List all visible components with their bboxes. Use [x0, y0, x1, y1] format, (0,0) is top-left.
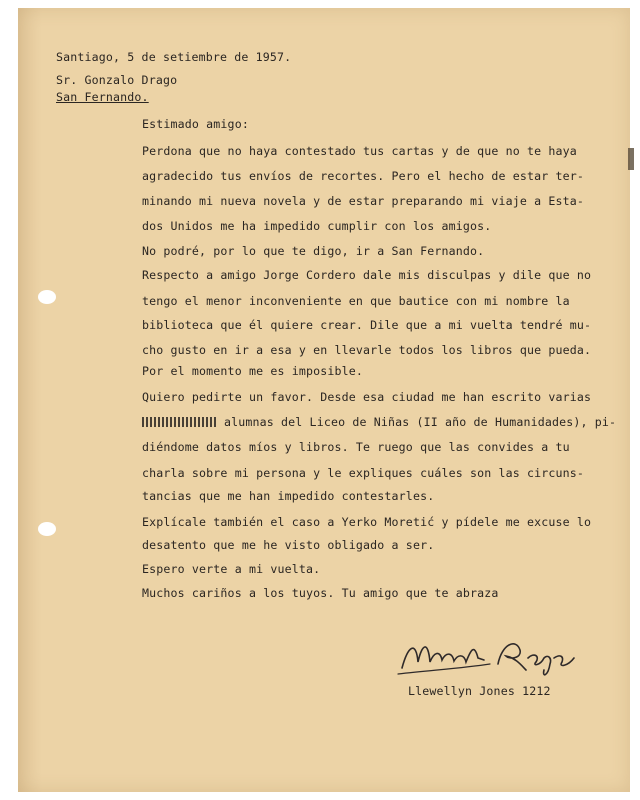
body-line: No podré, por lo que te digo, ir a San Fernando. [142, 244, 485, 258]
body-line: Quiero pedirte un favor. Desde esa ciudad me han escrito varias [142, 390, 592, 404]
body-line: charla sobre mi persona y le expliques cuáles son las circuns- [142, 466, 585, 480]
greeting: Estimado amigo: [142, 117, 249, 131]
body-line: Espero verte a mi vuelta. [142, 562, 321, 576]
body-line: agradecido tus envíos de recortes. Pero el hecho de estar ter- [142, 169, 585, 183]
body-line: Respecto a amigo Jorge Cordero dale mis disculpas y dile que no [142, 268, 592, 282]
return-address: Llewellyn Jones 1212 [408, 684, 551, 698]
recipient-place: San Fernando. [56, 90, 149, 104]
body-line: biblioteca que él quiere crear. Dile que a mi vuelta tendré mu- [142, 318, 592, 332]
body-line: diéndome datos míos y libros. Te ruego que las convides a tu [142, 440, 570, 454]
body-line: Explícale también el caso a Yerko Moretić y pídele me excuse lo [142, 515, 592, 529]
recipient-name: Sr. Gonzalo Drago [56, 73, 178, 87]
body-line-with-strikeout [142, 415, 616, 429]
body-line: cho gusto en ir a esa y en llevarle todos los libros que pueda. [142, 343, 592, 357]
struck-out-text [142, 417, 218, 427]
letter-date: Santiago, 5 de setiembre de 1957. [56, 50, 292, 64]
body-line: Perdona que no haya contestado tus cartas y de que no te haya [142, 144, 577, 158]
body-line-text: alumnas del Liceo de Niñas (II año de Humanidades), pi- [224, 415, 617, 429]
handwritten-signature [394, 628, 580, 682]
body-line: desatento que me he visto obligado a ser. [142, 538, 435, 552]
body-line: tancias que me han impedido contestarles. [142, 489, 435, 503]
body-line: tengo el menor inconveniente en que bautice con mi nombre la [142, 294, 570, 308]
body-line: dos Unidos me ha impedido cumplir con los amigos. [142, 219, 492, 233]
body-line: Por el momento me es imposible. [142, 364, 364, 378]
body-line: Muchos cariños a los tuyos. Tu amigo que te abraza [142, 586, 499, 600]
body-line: minando mi nueva novela y de estar preparando mi viaje a Esta- [142, 194, 585, 208]
